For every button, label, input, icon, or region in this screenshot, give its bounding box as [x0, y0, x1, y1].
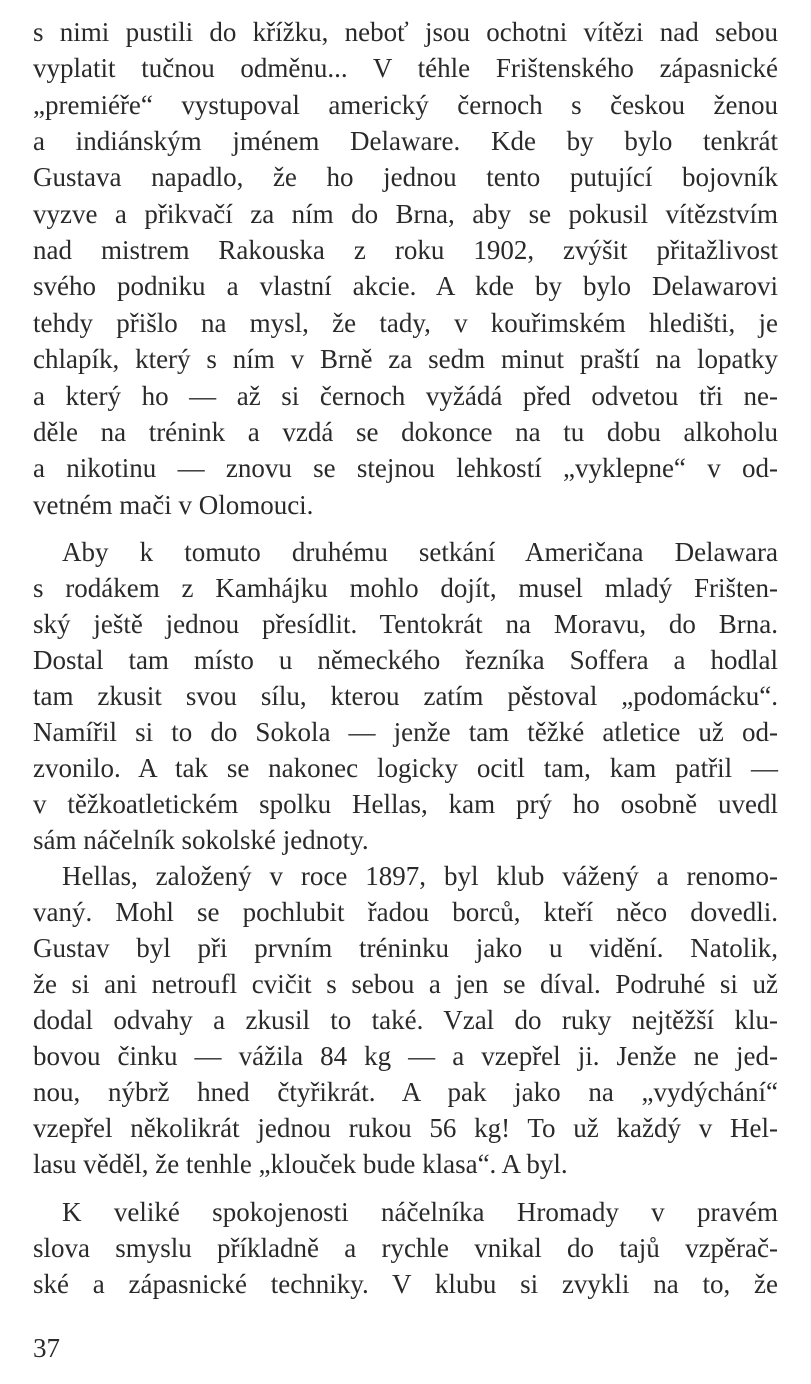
text-line: s nimi pustili do křížku, neboť jsou ochotni vítězi nad sebou	[33, 17, 778, 47]
text-line: že si ani netroufl cvičit s sebou a jen se díval. Podruhé si už	[33, 969, 778, 999]
text-line: Gustava napadlo, že ho jednou tento putující bojovník	[33, 162, 778, 192]
text-line: a který ho — až si černoch vyžádá před odvetou tři ne-	[33, 381, 778, 411]
text-line: Dostal tam místo u německého řezníka Soffera a hodlal	[33, 645, 778, 675]
text-line: tehdy přišlo na mysl, že tady, v kouřimském hledišti, je	[33, 308, 778, 338]
text-line: děle na trénink a vzdá se dokonce na tu dobu alkoholu	[33, 417, 778, 447]
text-line: a indiánským jménem Delaware. Kde by bylo tenkrát	[33, 126, 778, 156]
page-number: 37	[33, 1333, 60, 1363]
text-line: vetném mači v Olomouci.	[33, 490, 314, 520]
text-line: Namířil si to do Sokola — jenže tam těžké atletice už od-	[33, 717, 778, 747]
text-line: nad mistrem Rakouska z roku 1902, zvýšit přitažlivost	[33, 235, 778, 265]
text-line: slova smyslu příkladně a rychle vnikal do tajů vzpěrač-	[33, 1233, 778, 1263]
text-line: „premiéře“ vystupoval americký černoch s českou ženou	[33, 90, 778, 120]
text-line: K veliké spokojenosti náčelníka Hromady v pravém	[62, 1197, 778, 1227]
text-line: vzepřel několikrát jednou rukou 56 kg! To už každý v Hel-	[33, 1113, 778, 1143]
text-line: ské a zápasnické techniky. V klubu si zvykli na to, že	[33, 1269, 778, 1299]
text-line: a nikotinu — znovu se stejnou lehkostí „vyklepne“ v od-	[33, 453, 778, 483]
text-line: nou, nýbrž hned čtyřikrát. A pak jako na „vydýchání“	[33, 1077, 778, 1107]
text-line: svého podniku a vlastní akcie. A kde by bylo Delawarovi	[33, 271, 778, 301]
text-line: ský ještě jednou přesídlit. Tentokrát na Moravu, do Brna.	[33, 609, 778, 639]
text-line: s rodákem z Kamhájku mohlo dojít, musel mladý Frišten-	[33, 573, 778, 603]
text-line: zvonilo. A tak se nakonec logicky ocitl tam, kam patřil —	[33, 753, 778, 783]
text-line: v těžkoatletickém spolku Hellas, kam prý ho osobně uvedl	[33, 789, 778, 819]
text-line: chlapík, který s ním v Brně za sedm minut praští na lopatky	[33, 344, 778, 374]
text-line: lasu věděl, že tenhle „klouček bude klasa“. A byl.	[33, 1149, 568, 1179]
text-line: sám náčelník sokolské jednoty.	[33, 825, 369, 855]
text-line: vyplatit tučnou odměnu... V téhle Frištenského zápasnické	[33, 53, 778, 83]
text-line: Aby k tomuto druhému setkání Američana Delawara	[62, 537, 778, 567]
text-line: dodal odvahy a zkusil to také. Vzal do ruky nejtěžší klu-	[33, 1005, 778, 1035]
text-line: vaný. Mohl se pochlubit řadou borců, kteří něco dovedli.	[33, 897, 778, 927]
text-line: tam zkusit svou sílu, kterou zatím pěstoval „podomácku“.	[33, 681, 778, 711]
text-line: Gustav byl při prvním tréninku jako u vidění. Natolik,	[33, 933, 778, 963]
text-line: vyzve a přikvačí za ním do Brna, aby se pokusil vítězstvím	[33, 199, 778, 229]
text-line: bovou činku — vážila 84 kg — a vzepřel ji. Jenže ne jed-	[33, 1041, 778, 1071]
text-line: Hellas, založený v roce 1897, byl klub vážený a renomo-	[62, 861, 778, 891]
